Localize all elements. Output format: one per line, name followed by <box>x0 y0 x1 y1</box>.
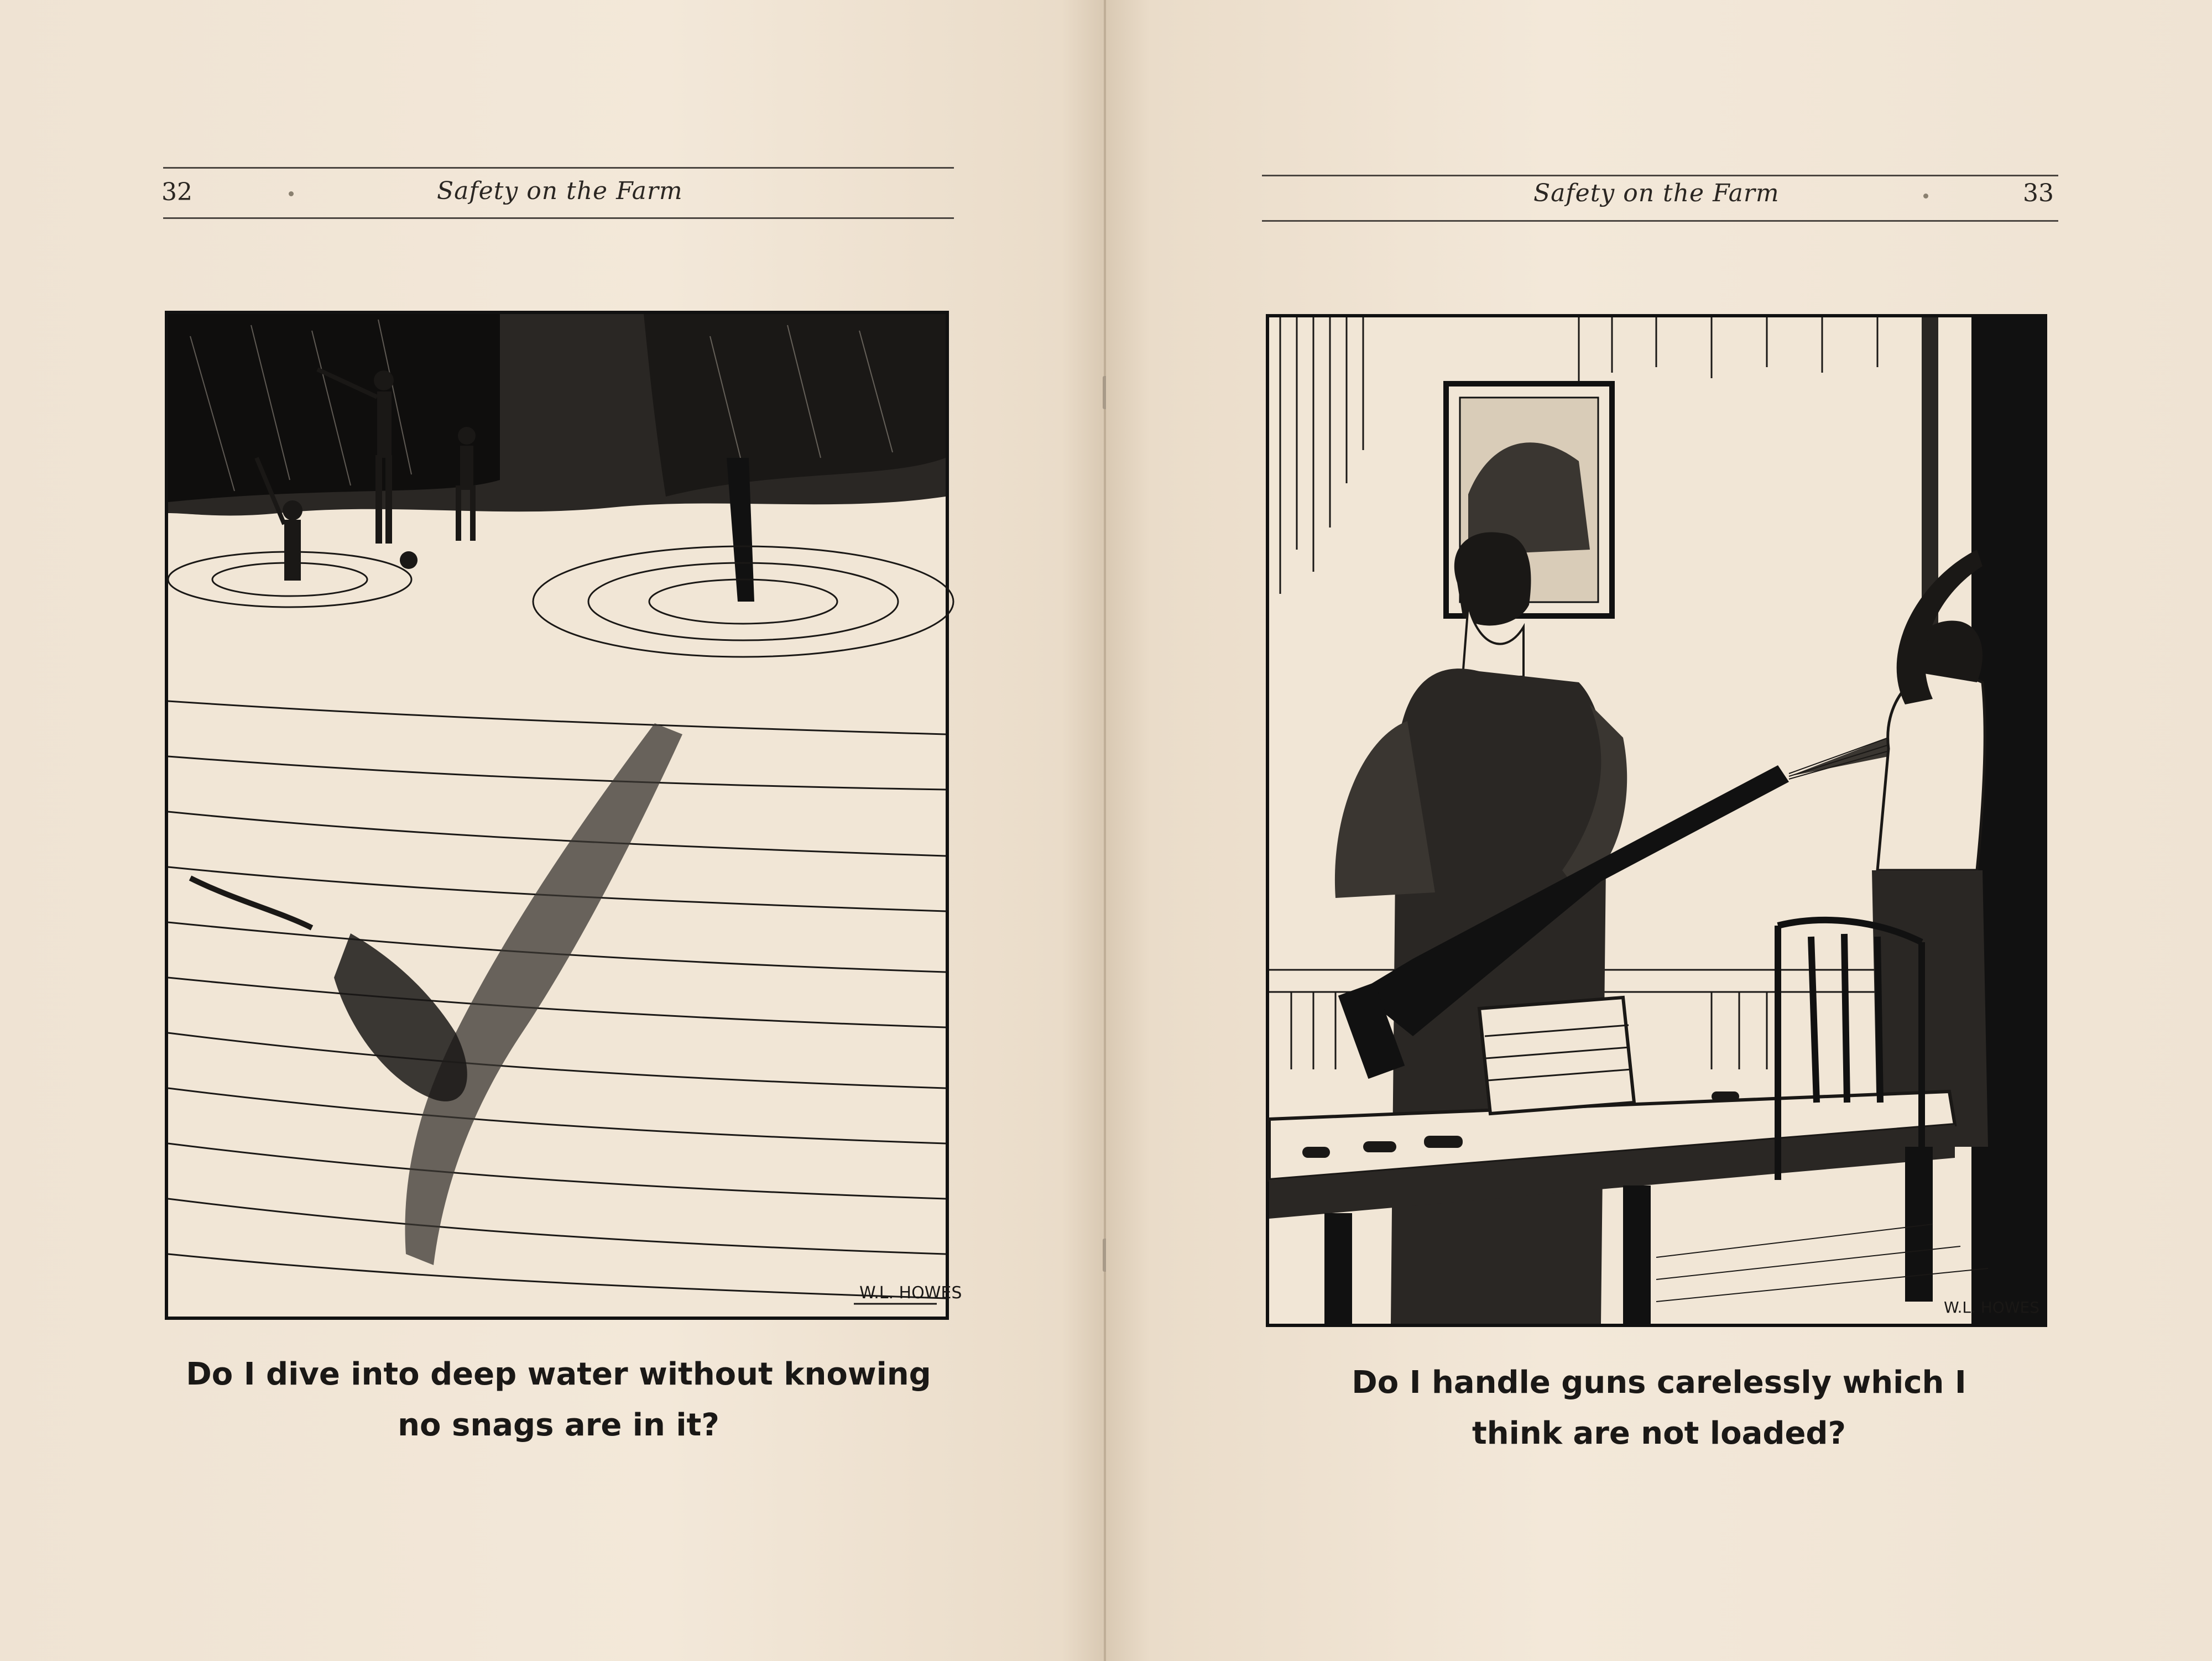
header-rule-bottom <box>1262 220 2058 222</box>
caption-line-1: Do I handle guns carelessly which I <box>1352 1365 1966 1401</box>
right-page <box>1106 0 2212 1661</box>
header-bullet-icon <box>1923 194 1928 199</box>
gun-handling-illustration <box>1266 314 2047 1327</box>
caption-line-2: no snags are in it? <box>398 1407 719 1443</box>
running-head: Safety on the Farm <box>437 177 683 205</box>
running-head: Safety on the Farm <box>1533 179 1780 207</box>
caption-line-1: Do I dive into deep water without knowing <box>186 1356 931 1392</box>
gun-handling-icon <box>1269 317 2044 1324</box>
caption-line-2: think are not loaded? <box>1472 1415 1846 1451</box>
page-number: 33 <box>2023 179 2054 207</box>
illustrator-signature: W.L. HOWES <box>1944 1298 2040 1317</box>
page-number: 32 <box>161 178 192 206</box>
illustrator-signature: W.L. HOWES <box>859 1283 962 1303</box>
swimmers-diving-icon <box>168 314 962 1317</box>
header-rule-top <box>163 167 954 169</box>
caption <box>1266 1357 2052 1459</box>
caption <box>166 1349 951 1451</box>
header-rule-top <box>1262 175 2058 176</box>
header-rule-bottom <box>163 217 954 219</box>
swimmers-diving-illustration <box>165 311 962 1320</box>
header-bullet-icon <box>289 191 294 196</box>
